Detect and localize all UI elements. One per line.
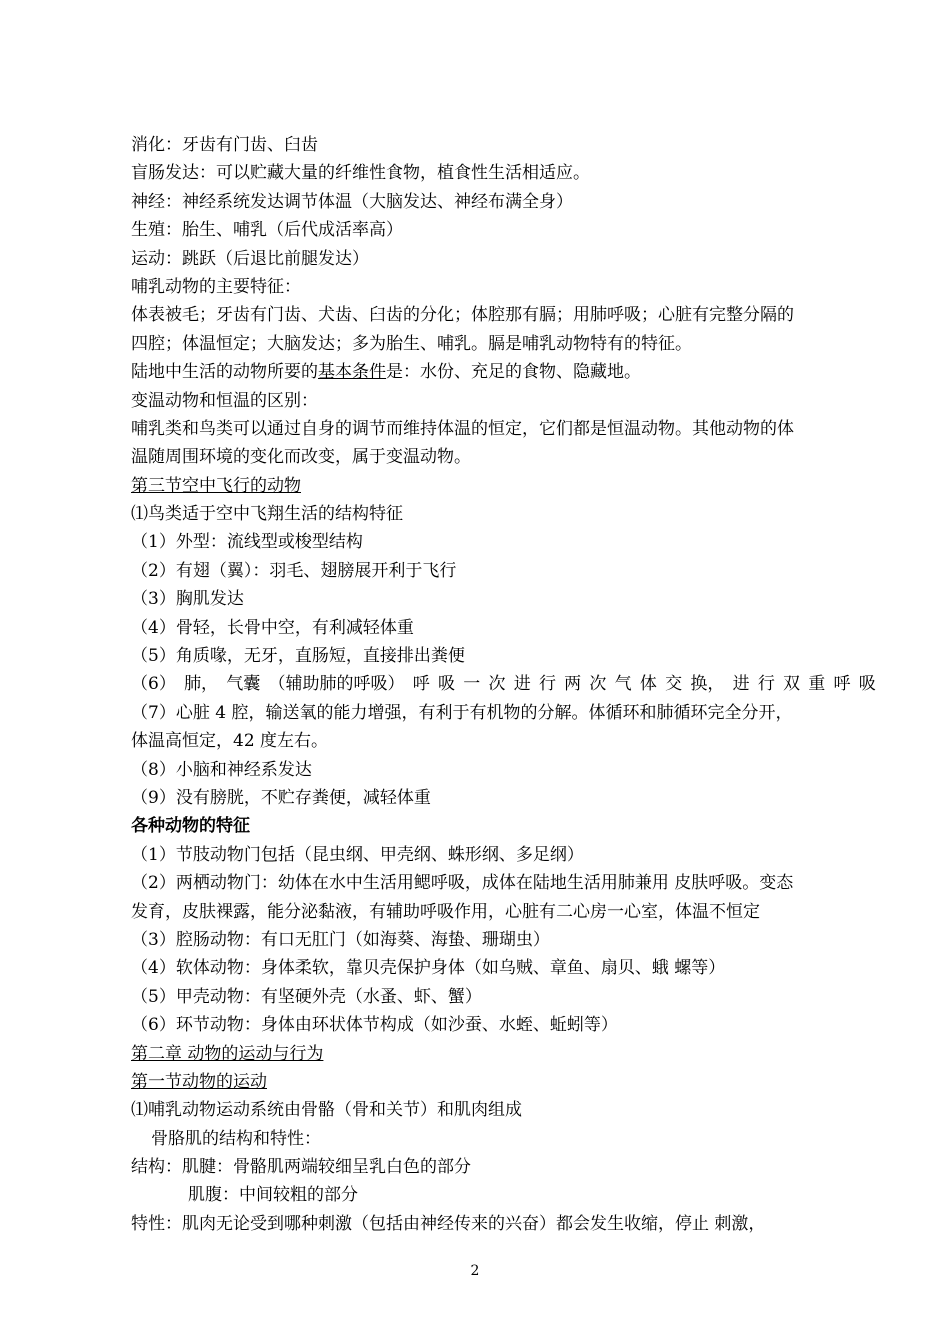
chapter-title: 第二章 动物的运动与行为 [131, 1043, 324, 1064]
list-item: （9）没有膀胱，不贮存粪便，减轻体重 [131, 787, 431, 808]
text-segment: 两 [564, 674, 582, 695]
text-line: 体表被毛；牙齿有门齿、犬齿、臼齿的分化；体腔那有膈；用肺呼吸；心脏有完整分隔的 [131, 305, 794, 326]
bold-heading: 各种动物的特征 [131, 816, 250, 837]
list-item: （5）甲壳动物：有坚硬外壳（水蚤、虾、蟹） [131, 986, 482, 1007]
text-line: 骨胳肌的结构和特性： [151, 1128, 321, 1149]
text-segment: 双 [783, 674, 801, 695]
page-number: 2 [470, 1263, 480, 1279]
text-line: 体温高恒定，42 度左右。 [131, 731, 329, 752]
text-line: ⑴哺乳动物运动系统由骨骼（骨和关节）和肌肉组成 [131, 1100, 522, 1121]
text-segment: 次 [589, 674, 607, 695]
text-segment: 陆地中生活的动物所要的 [131, 362, 318, 383]
text-segment: 交 [665, 674, 683, 695]
text-segment: 呼 [833, 674, 851, 695]
text-segment: 体 [639, 674, 657, 695]
text-line: 发育，皮肤裸露，能分泌黏液，有辅助呼吸作用，心脏有二心房一心室，体温不恒定 [131, 901, 760, 922]
text-segment: 吸 [858, 674, 876, 695]
text-line: 运动：跳跃（后退比前腿发达） [131, 248, 369, 269]
text-segment: 行 [757, 674, 775, 695]
text-segment: （6） [131, 674, 176, 695]
section-heading: 变温动物和恒温的区别： [131, 390, 318, 411]
text-segment: 次 [488, 674, 506, 695]
text-line: 温随周围环境的变化而改变，属于变温动物。 [131, 447, 471, 468]
text-segment: 进 [513, 674, 531, 695]
list-item: （2）有翅（翼）：羽毛、翅膀展开利于飞行 [131, 560, 457, 581]
section-title: 第一节动物的运动 [131, 1071, 267, 1092]
text-line: 结构：肌腱：骨骼肌两端较细呈乳白色的部分 [131, 1157, 471, 1178]
list-item: （1）节肢动物门包括（昆虫纲、甲壳纲、蛛形纲、多足纲） [131, 844, 584, 865]
text-segment: 肺， [184, 674, 219, 695]
text-segment: 重 [808, 674, 826, 695]
text-segment: 气囊 [226, 674, 261, 695]
list-item: （5）角质喙，无牙，直肠短，直接排出粪便 [131, 646, 465, 667]
list-item-justified [131, 670, 876, 698]
list-item: （6）环节动物：身体由环状体节构成（如沙蚕、水蛭、蚯蚓等） [131, 1015, 618, 1036]
section-heading: 哺乳动物的主要特征： [131, 276, 301, 297]
list-item: （4）软体动物：身体柔软，靠贝壳保护身体（如乌贼、章鱼、扇贝、蛾 螺等） [131, 958, 726, 979]
text-line-with-underline [131, 358, 876, 386]
list-item: （3）腔肠动物：有口无肛门（如海葵、海蛰、珊瑚虫） [131, 929, 550, 950]
text-segment: 气 [614, 674, 632, 695]
text-line: 肌腹：中间较粗的部分 [188, 1185, 358, 1206]
list-item: （1）外型：流线型或梭型结构 [131, 532, 363, 553]
list-item: （7）心脏 4 腔，输送氧的能力增强，有利于有机物的分解。体循环和肺循环完全分开， [131, 702, 793, 723]
text-line: 消化：牙齿有门齿、臼齿 [131, 135, 318, 155]
list-item: （8）小脑和神经系发达 [131, 759, 312, 780]
list-item: （3）胸肌发达 [131, 589, 244, 610]
text-segment: 行 [538, 674, 556, 695]
text-segment: 换， [690, 674, 725, 695]
list-item: （4）骨轻，长骨中空，有利减轻体重 [131, 617, 414, 638]
text-line: 神经：神经系统发达调节体温（大脑发达、神经布满全身） [131, 191, 573, 212]
text-segment: 是：水份、充足的食物、隐藏地。 [386, 362, 641, 383]
text-line: 盲肠发达：可以贮藏大量的纤维性食物，植食性生活相适应。 [131, 163, 590, 184]
text-segment: 呼 [412, 674, 430, 695]
text-segment: 进 [732, 674, 750, 695]
text-line: 哺乳类和鸟类可以通过自身的调节而维持体温的恒定，它们都是恒温动物。其他动物的体 [131, 418, 794, 439]
section-title: 第三节空中飞行的动物 [131, 475, 301, 496]
list-item: （2）两栖动物门：幼体在水中生活用鳃呼吸，成体在陆地生活用肺兼用 皮肤呼吸。变态 [131, 873, 794, 894]
text-segment: （辅助肺的呼吸） [268, 674, 405, 695]
text-line: 特性：肌肉无论受到哪种刺激（包括由神经传来的兴奋）都会发生收缩，停止 刺激， [131, 1213, 766, 1234]
underlined-term: 基本条件 [318, 362, 386, 383]
text-segment: 吸 [438, 674, 455, 695]
text-line: ⑴鸟类适于空中飞翔生活的结构特征 [131, 504, 403, 525]
text-segment: 一 [463, 674, 481, 695]
text-line: 生殖：胎生、哺乳（后代成活率高） [131, 220, 403, 241]
page-content [131, 131, 876, 1238]
text-line: 四腔；体温恒定；大脑发达；多为胎生、哺乳。膈是哺乳动物特有的特征。 [131, 333, 692, 354]
